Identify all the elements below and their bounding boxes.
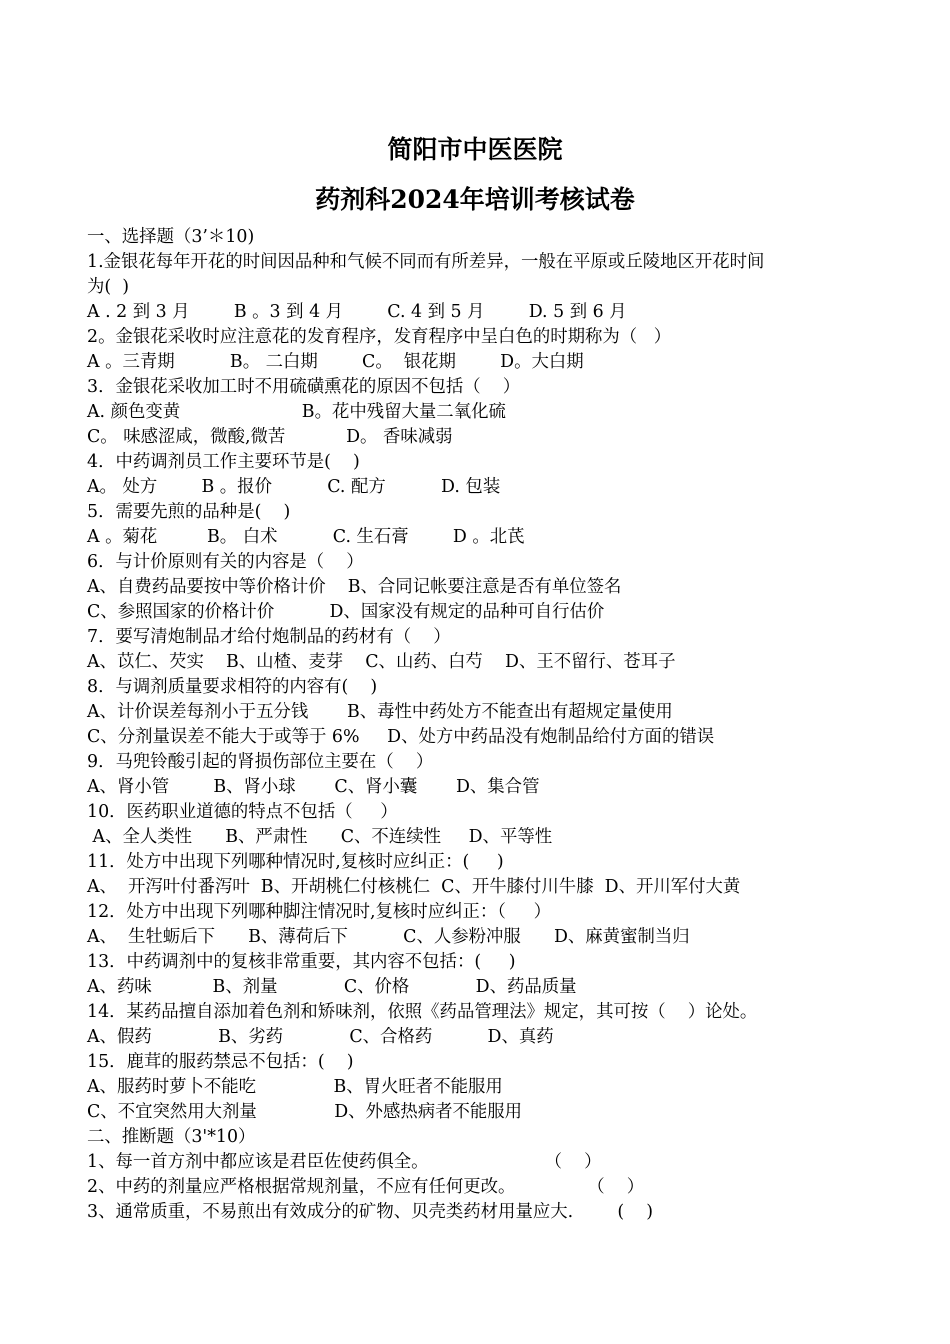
exam-line: A、自费药品要按中等价格计价 B、合同记帐要注意是否有单位签名: [87, 577, 622, 597]
exam-line: 1.金银花每年开花的时间因品种和气候不同而有所差异，一般在平原或丘陵地区开花时间: [87, 252, 765, 272]
exam-line: 12．处方中出现下列哪种脚注情况时,复核时应纠正：（ ）: [87, 902, 551, 922]
exam-line: 9．马兜铃酸引起的肾损伤部位主要在（ ）: [87, 752, 434, 772]
hospital-title: 简阳市中医医院: [387, 135, 563, 164]
exam-line: A、苡仁、芡实 B、山楂、麦芽 C、山药、白芍 D、王不留行、苍耳子: [87, 652, 676, 672]
exam-line: A、药味 B、剂量 C、价格 D、药品质量: [87, 977, 577, 997]
exam-line: 13．中药调剂中的复核非常重要，其内容不包括：( ): [87, 952, 516, 972]
exam-body: [87, 225, 877, 1225]
exam-line: A、 开泻叶付番泻叶 B、开胡桃仁付核桃仁 C、开牛膝付川牛膝 D、开川军付大黄: [87, 877, 741, 897]
exam-line: A、 生牡蛎后下 B、薄荷后下 C、人参粉冲服 D、麻黄蜜制当归: [87, 927, 690, 947]
exam-line: A、全人类性 B、严肃性 C、不连续性 D、平等性: [87, 827, 553, 847]
exam-line: 3．金银花采收加工时不用硫磺熏花的原因不包括（ ）: [87, 377, 521, 397]
exam-line: 8．与调剂质量要求相符的内容有( ): [87, 677, 378, 697]
exam-line: C、不宜突然用大剂量 D、外感热病者不能服用: [87, 1102, 523, 1122]
exam-line: A. 颜色变黄 B。花中残留大量二氧化硫: [87, 402, 506, 422]
exam-line: A 。三青期 B。 二白期 C。 银花期 D。大白期: [87, 352, 584, 372]
exam-line: 5．需要先煎的品种是( ): [87, 502, 291, 522]
exam-line: A、计价误差每剂小于五分钱 B、毒性中药处方不能查出有超规定量使用: [87, 702, 673, 722]
exam-line: A、肾小管 B、肾小球 C、肾小囊 D、集合管: [87, 777, 540, 797]
exam-line: 7．要写清炮制品才给付炮制品的药材有（ ）: [87, 627, 451, 647]
exam-line: 为( ): [87, 277, 130, 297]
exam-title: 药剂科2024年培训考核试卷: [315, 185, 635, 214]
exam-line: 一、选择题（3’＊10): [87, 227, 255, 247]
exam-line: C、分剂量误差不能大于或等于 6% D、处方中药品没有炮制品给付方面的错误: [87, 727, 715, 747]
exam-line: 15．鹿茸的服药禁忌不包括：( ): [87, 1052, 354, 1072]
exam-line: 4．中药调剂员工作主要环节是( ): [87, 452, 360, 472]
exam-line: A . 2 到 3 月 B 。3 到 4 月 C. 4 到 5 月 D. 5 到 6 月: [87, 302, 627, 322]
exam-line: C、参照国家的价格计价 D、国家没有规定的品种可自行估价: [87, 602, 605, 622]
exam-line: C。 味感涩咸，微酸,微苦 D。 香味减弱: [87, 427, 453, 447]
exam-line: A 。菊花 B。 白术 C. 生石膏 D 。北芪: [87, 527, 525, 547]
exam-line: 3、通常质重，不易煎出有效成分的矿物、贝壳类药材用量应大. ( ): [87, 1202, 654, 1222]
exam-line: A。 处方 B 。报价 C. 配方 D. 包装: [87, 477, 501, 497]
exam-line: 2、中药的剂量应严格根据常规剂量，不应有任何更改。 （ ）: [87, 1177, 645, 1197]
exam-line: 14．某药品擅自添加着色剂和矫味剂，依照《药品管理法》规定，其可按（ ）论处。: [87, 1002, 758, 1022]
exam-line: 10．医药职业道德的特点不包括（ ）: [87, 802, 398, 822]
exam-line: 11．处方中出现下列哪种情况时,复核时应纠正：( ): [87, 852, 504, 872]
exam-line: 2。金银花采收时应注意花的发育程序，发育程序中呈白色的时期称为（ ）: [87, 327, 672, 347]
exam-line: 二、推断题（3'*10）: [87, 1127, 256, 1147]
exam-line: 6．与计价原则有关的内容是（ ）: [87, 552, 364, 572]
exam-line: A、假药 B、劣药 C、合格药 D、真药: [87, 1027, 554, 1047]
exam-line: A、服药时萝卜不能吃 B、胃火旺者不能服用: [87, 1077, 503, 1097]
exam-line: 1、每一首方剂中都应该是君臣佐使药俱全。 （ ）: [87, 1152, 602, 1172]
